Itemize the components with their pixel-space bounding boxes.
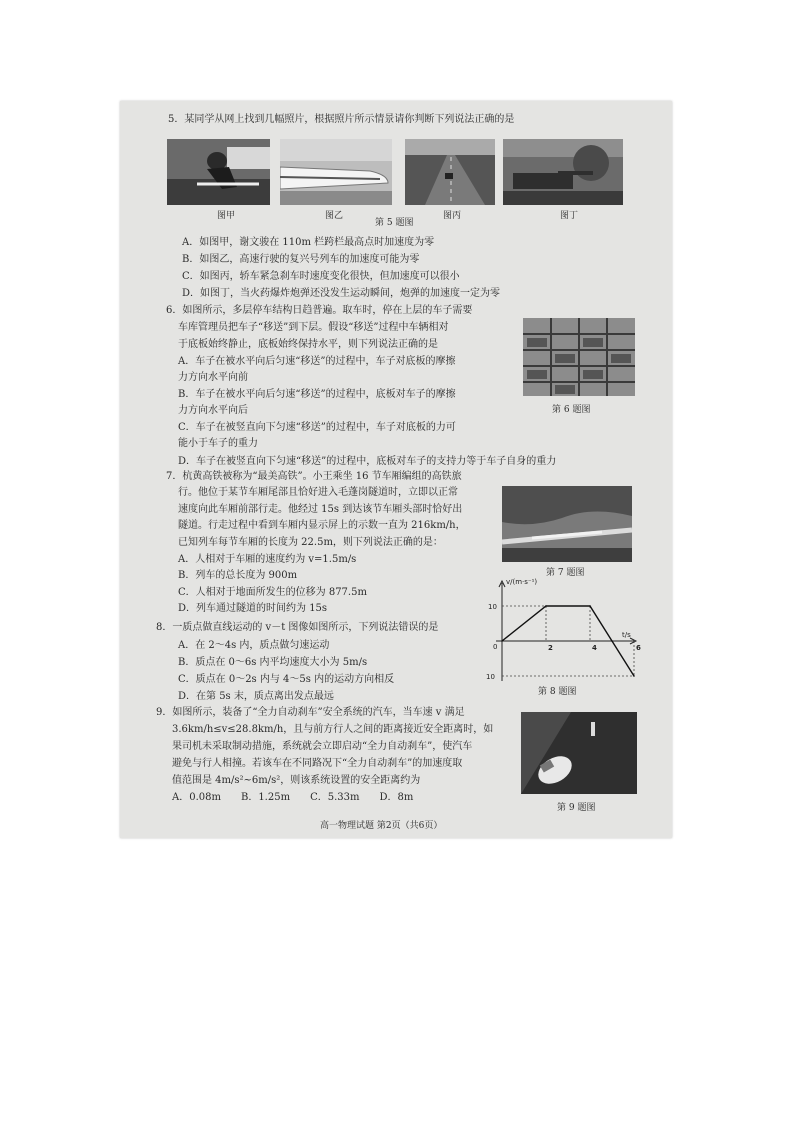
q8-vt-graph <box>484 575 644 685</box>
q6-line-3: 于底板始终静止，底板始终保持水平，则下列说法正确的是 <box>178 339 438 350</box>
q8-option-b: B．质点在 0～6s 内平均速度大小为 5m/s <box>178 657 368 668</box>
q6-line-1: 6．如图所示，多层停车结构日趋普遍。取车时，停在上层的车子需要 <box>166 305 473 316</box>
q6-option-b-cont: 力方向水平向后 <box>178 405 248 416</box>
velocity-point-2 <box>589 605 591 607</box>
q6-option-b: B．车子在被水平向后匀速“移送”的过程中，底板对车子的摩擦 <box>178 389 456 400</box>
x-tick-label-2: 2 <box>548 644 553 652</box>
exam-page <box>120 101 672 838</box>
velocity-point-3 <box>611 640 613 642</box>
photo-highway <box>405 139 495 205</box>
q5-option-d: D．如图丁，当火药爆炸炮弹还没发生运动瞬间，炮弹的加速度一定为零 <box>182 288 501 299</box>
x-axis-label: t/s <box>622 631 631 639</box>
y-axis-label: v/(m·s⁻¹) <box>506 578 538 586</box>
q7-line-4: 隧道。行走过程中看到车厢内显示屏上的示数一直为 216km/h， <box>178 520 466 531</box>
photo-hurdler <box>167 139 270 205</box>
q7-option-d: D．列车通过隧道的时间约为 15s <box>178 603 328 614</box>
q5-option-b: B．如图乙，高速行驶的复兴号列车的加速度可能为零 <box>182 254 420 265</box>
q6-line-2: 车库管理员把车子“移送”到下层。假设“移送”过程中车辆相对 <box>178 322 449 333</box>
q8-option-a: A．在 2～4s 内，质点做匀速运动 <box>178 640 330 651</box>
q6-option-a: A．车子在被水平向后匀速“移送”的过程中，车子对底板的摩擦 <box>178 356 456 367</box>
photo-auto-brake-car <box>521 712 637 794</box>
q7-line-1: 7．杭黄高铁被称为“最美高铁”。小王乘坐 16 节车厢编组的高铁旅 <box>166 471 462 482</box>
q6-option-c: C．车子在被竖直向下匀速“移送”的过程中，车子对底板的力可 <box>178 422 456 433</box>
q6-figure-caption: 第 6 题图 <box>552 405 591 415</box>
caption-jia: 图甲 <box>217 211 236 221</box>
velocity-point-4 <box>633 675 635 677</box>
x-tick-label-4: 4 <box>592 644 597 652</box>
x-tick-label-6: 6 <box>636 644 641 652</box>
y-tick-label-top: 10 <box>488 603 497 611</box>
photo-parking-garage <box>523 318 635 396</box>
q7-option-b: B．列车的总长度为 900m <box>178 570 298 581</box>
q7-figure-caption: 第 7 题图 <box>546 568 585 578</box>
q5-option-a: A．如图甲，谢文骏在 110m 栏跨栏最高点时加速度为零 <box>182 237 435 248</box>
q7-line-3: 速度向此车厢前部行走。他经过 15s 到达该节车厢头部时恰好出 <box>178 504 463 515</box>
q8-stem: 8．一质点做直线运动的 v－t 图像如图所示，下列说法错误的是 <box>156 622 439 633</box>
q5-figure-caption: 第 5 题图 <box>375 218 414 228</box>
caption-bing: 图丙 <box>443 211 462 221</box>
q5-option-c: C．如图丙，轿车紧急刹车时速度变化很快，但加速度可以很小 <box>182 271 460 282</box>
q9-line-1: 9．如图所示，装备了“全力自动刹车”安全系统的汽车，当车速 v 满足 <box>156 707 465 718</box>
q7-option-c: C．人相对于地面所发生的位移为 877.5m <box>178 587 367 598</box>
q6-option-d: D．车子在被竖直向下匀速“移送”的过程中，底板对车子的支持力等于车子自身的重力 <box>178 456 557 467</box>
velocity-point-0 <box>501 640 503 642</box>
q7-line-2: 行。他位于某节车厢尾部且恰好进入毛蓬岗隧道时，立即以正常 <box>178 487 458 498</box>
photo-tank <box>503 139 623 205</box>
q9-line-3: 果司机未采取制动措施，系统就会立即启动“全力自动刹车”，使汽车 <box>172 741 473 752</box>
photo-train <box>280 139 392 205</box>
q8-option-d: D．在第 5s 末，质点离出发点最远 <box>178 691 334 702</box>
q8-figure-caption: 第 8 题图 <box>538 687 577 697</box>
q6-option-c-cont: 能小于车子的重力 <box>178 438 258 449</box>
velocity-point-1 <box>545 605 547 607</box>
q8-option-c: C．质点在 0～2s 内与 4～5s 内的运动方向相反 <box>178 674 395 685</box>
q9-line-5: 值范围是 4m/s²~6m/s²，则该系统设置的安全距离约为 <box>172 775 421 786</box>
caption-ding: 图丁 <box>560 211 579 221</box>
y-tick-label-bottom: 10 <box>486 673 495 681</box>
q9-options: A．0.08m B．1.25m C．5.33m D．8m <box>172 792 414 803</box>
photo-bullet-train-bridge <box>502 486 632 562</box>
q6-option-a-cont: 力方向水平向前 <box>178 372 248 383</box>
q7-option-a: A．人相对于车厢的速度约为 v=1.5m/s <box>178 554 357 565</box>
q9-line-2: 3.6km/h≤v≤28.8km/h，且与前方行人之间的距离接近安全距离时，如 <box>172 724 494 735</box>
q7-line-5: 已知列车每节车厢的长度为 22.5m，则下列说法正确的是： <box>178 537 443 548</box>
q9-line-4: 避免与行人相撞。若该车在不同路况下“全力自动刹车”的加速度取 <box>172 758 463 769</box>
q9-figure-caption: 第 9 题图 <box>557 803 596 813</box>
page-footer: 高一物理试题 第2页（共6页） <box>320 821 443 831</box>
origin-label: 0 <box>493 643 498 651</box>
caption-yi: 图乙 <box>325 211 344 221</box>
q5-stem: 5．某同学从网上找到几幅照片，根据照片所示情景请你判断下列说法正确的是 <box>168 114 515 125</box>
